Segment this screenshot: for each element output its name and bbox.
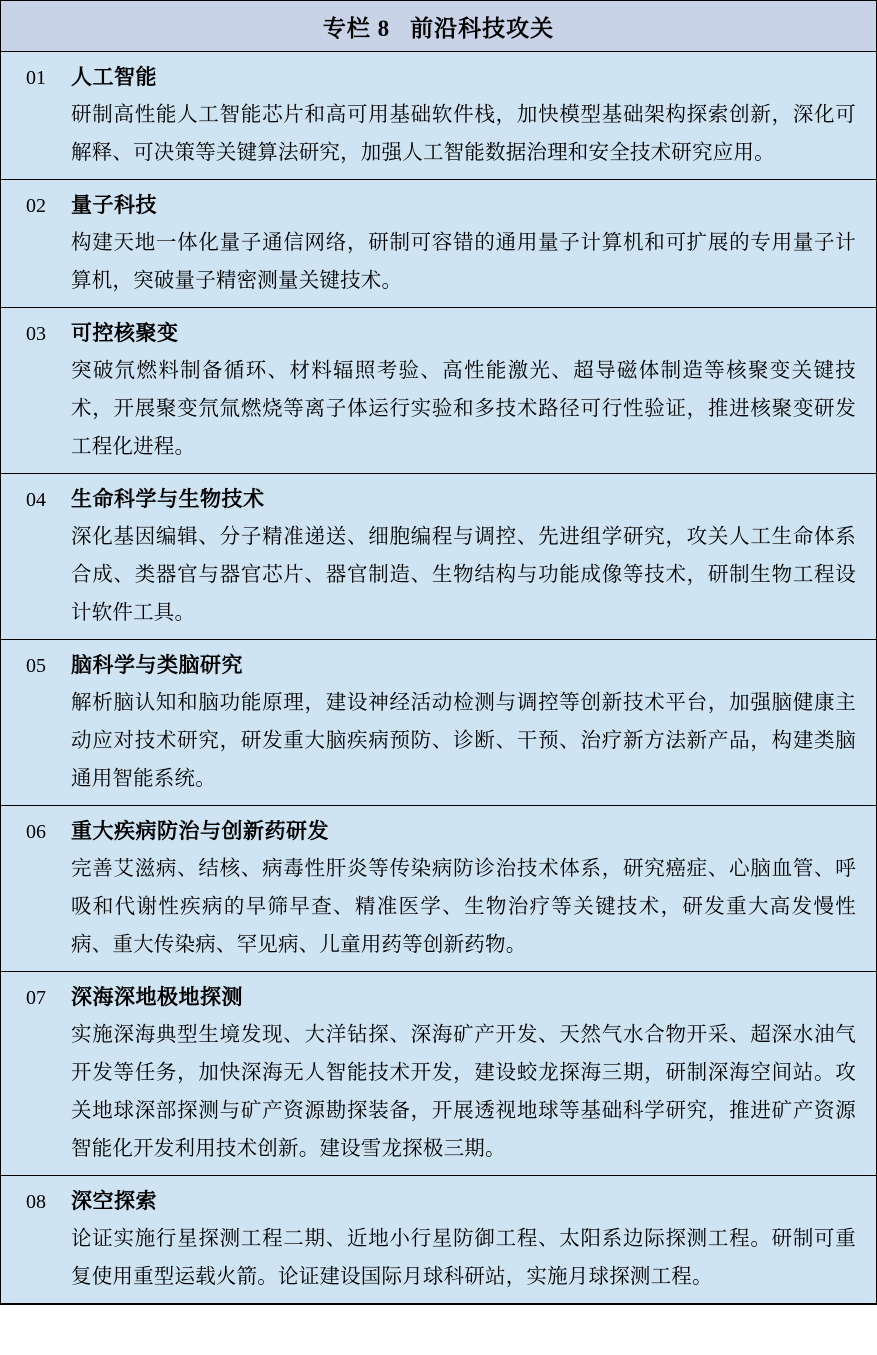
item-body: 解析脑认知和脑功能原理，建设神经活动检测与调控等创新技术平台，加强脑健康主动应对技术研究，研发重大脑疾病预防、诊断、干预、治疗新方法新产品，构建类脑通用智能系统。 [71,692,856,790]
item-content [71,1182,876,1296]
item-content [71,186,876,300]
item-body: 研制高性能人工智能芯片和高可用基础软件栈，加快模型基础架构探索创新，深化可解释、可决策等关键算法研究，加强人工智能数据治理和安全技术研究应用。 [71,104,856,164]
list-item [1,308,876,474]
item-content [71,812,876,964]
list-item [1,972,876,1176]
item-title: 深海深地极地探测 [71,985,243,1009]
item-title: 人工智能 [71,65,157,89]
item-body: 构建天地一体化量子通信网络，研制可容错的通用量子计算机和可扩展的专用量子计算机，突破量子精密测量关键技术。 [71,232,856,292]
list-item [1,806,876,972]
item-content [71,978,876,1168]
box-header-prefix: 专栏 8 [322,16,391,41]
item-number: 01 [26,67,46,89]
item-number: 05 [26,655,46,677]
box-header-title: 前沿科技攻关 [410,16,555,41]
item-number: 02 [26,195,46,217]
box-header [1,1,876,52]
list-item [1,1176,876,1303]
item-number: 06 [26,821,46,843]
item-body: 完善艾滋病、结核、病毒性肝炎等传染病防诊治技术体系，研究癌症、心脑血管、呼吸和代谢性疾病的早筛早查、精准医学、生物治疗等关键技术，研发重大高发慢性病、重大传染病、罕见病、儿童用药等创新药物。 [71,858,856,956]
item-body: 突破氘燃料制备循环、材料辐照考验、高性能激光、超导磁体制造等核聚变关键技术，开展聚变氘氚燃烧等离子体运行实验和多技术路径可行性验证，推进核聚变研发工程化进程。 [71,360,856,458]
item-content [71,314,876,466]
item-content [71,646,876,798]
item-title: 生命科学与生物技术 [71,487,265,511]
item-title: 可控核聚变 [71,321,179,345]
item-number: 04 [26,489,46,511]
item-title: 量子科技 [71,193,157,217]
item-number: 08 [26,1191,46,1213]
item-number: 03 [26,323,46,345]
item-body: 深化基因编辑、分子精准递送、细胞编程与调控、先进组学研究，攻关人工生命体系合成、类器官与器官芯片、器官制造、生物结构与功能成像等技术，研制生物工程设计软件工具。 [71,526,856,624]
list-item [1,52,876,180]
list-item [1,640,876,806]
item-body: 实施深海典型生境发现、大洋钻探、深海矿产开发、天然气水合物开采、超深水油气开发等任务，加快深海无人智能技术开发，建设蛟龙探海三期，研制深海空间站。攻关地球深部探测与矿产资源勘探装备，开展透视地球等基础科学研究，推进矿产资源智能化开发利用技术创新。建设雪龙探极三期。 [71,1024,856,1160]
list-item [1,180,876,308]
item-title: 脑科学与类脑研究 [71,653,243,677]
item-content [71,480,876,632]
item-content [71,58,876,172]
item-title: 深空探索 [71,1189,157,1213]
list-item [1,474,876,640]
item-number: 07 [26,987,46,1009]
item-title: 重大疾病防治与创新药研发 [71,819,329,843]
item-body: 论证实施行星探测工程二期、近地小行星防御工程、太阳系边际探测工程。研制可重复使用重型运载火箭。论证建设国际月球科研站，实施月球探测工程。 [71,1228,856,1288]
